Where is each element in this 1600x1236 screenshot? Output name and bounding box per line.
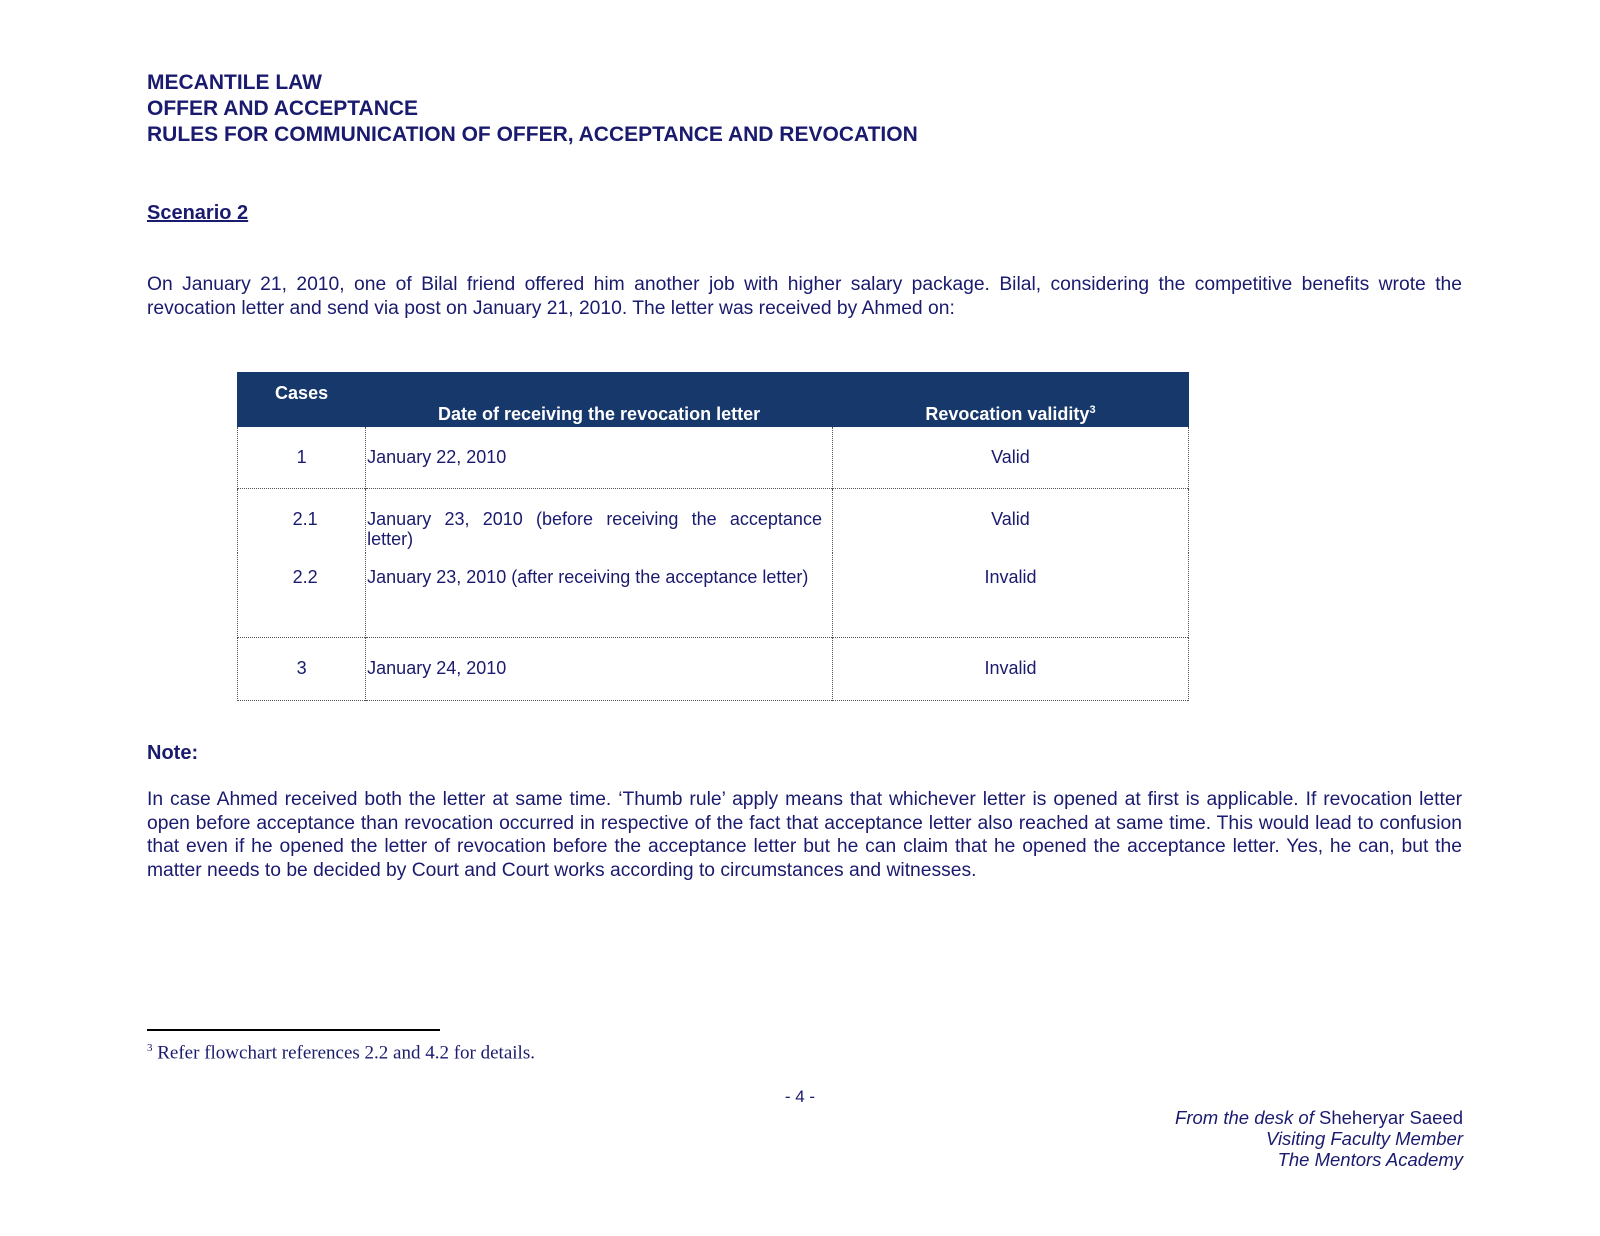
- table-row: [238, 427, 1189, 489]
- signature-block: [1175, 1107, 1463, 1170]
- page-number: - 4 -: [784, 1087, 816, 1106]
- document-heading: [147, 70, 918, 148]
- note-paragraph: In case Ahmed received both the letter at same time. ‘Thumb rule’ apply means that whichever letter is opened at first is applicable. If revocation letter open before acceptance than revocation occurred in respective of the fact that acceptance letter also reached at same time. This would lead to confusion that even if he opened the letter of revocation before the acceptance letter but he can claim that he opened the acceptance letter. Yes, he can, but the matter needs to be decided by Court and Court works according to circumstances and witnesses.: [147, 789, 1462, 881]
- cell-date: January 22, 2010: [366, 427, 833, 489]
- heading-line-subject: MECANTILE LAW: [147, 71, 322, 94]
- signature-role: Visiting Faculty Member: [1265, 1128, 1463, 1149]
- table-row: [238, 638, 1189, 701]
- footnote-marker: 3: [147, 1042, 153, 1054]
- cell-case: 1: [238, 427, 366, 489]
- cell-case: 3: [238, 638, 366, 701]
- footnote-divider: [147, 1029, 440, 1031]
- cell-case: 2.2: [238, 553, 366, 638]
- signature-prefix: From the desk of: [1175, 1107, 1319, 1128]
- table-header-row: [238, 373, 1189, 427]
- footnote: [147, 1042, 535, 1064]
- note-label: Note:: [147, 742, 199, 764]
- cell-date: January 24, 2010: [366, 638, 833, 701]
- header-cases: Cases: [238, 373, 366, 427]
- cell-validity: Invalid: [832, 638, 1188, 701]
- header-date: Date of receiving the revocation letter: [366, 373, 833, 427]
- cell-validity: Valid: [832, 489, 1188, 553]
- signature-name: Sheheryar Saeed: [1319, 1107, 1463, 1128]
- cell-validity: Valid: [832, 427, 1188, 489]
- scenario-title: Scenario 2: [147, 202, 249, 224]
- footnote-ref: 3: [1089, 404, 1096, 416]
- header-validity: [832, 373, 1188, 427]
- header-validity-label: Revocation validity: [925, 404, 1090, 424]
- cell-case: 2.1: [238, 489, 366, 553]
- cell-validity: Invalid: [832, 553, 1188, 638]
- cell-date: January 23, 2010 (before receiving the acceptance letter): [366, 489, 833, 553]
- table-row: [238, 553, 1189, 638]
- cell-date: January 23, 2010 (after receiving the acceptance letter): [366, 553, 833, 638]
- signature-author: [1175, 1107, 1463, 1128]
- footnote-text: Refer flowchart references 2.2 and 4.2 for details.: [152, 1042, 535, 1064]
- intro-paragraph: On January 21, 2010, one of Bilal friend offered him another job with higher salary package. Bilal, considering the competitive benefits wrote the revocation letter and send via post on January 21, 2010. The letter was received by Ahmed on:: [147, 274, 1462, 319]
- signature-org: The Mentors Academy: [1277, 1149, 1463, 1170]
- table-row: [238, 489, 1189, 553]
- heading-line-topic: OFFER AND ACCEPTANCE: [147, 97, 419, 120]
- heading-line-rules: RULES FOR COMMUNICATION OF OFFER, ACCEPTANCE AND REVOCATION: [147, 123, 918, 146]
- revocation-table: [237, 372, 1189, 701]
